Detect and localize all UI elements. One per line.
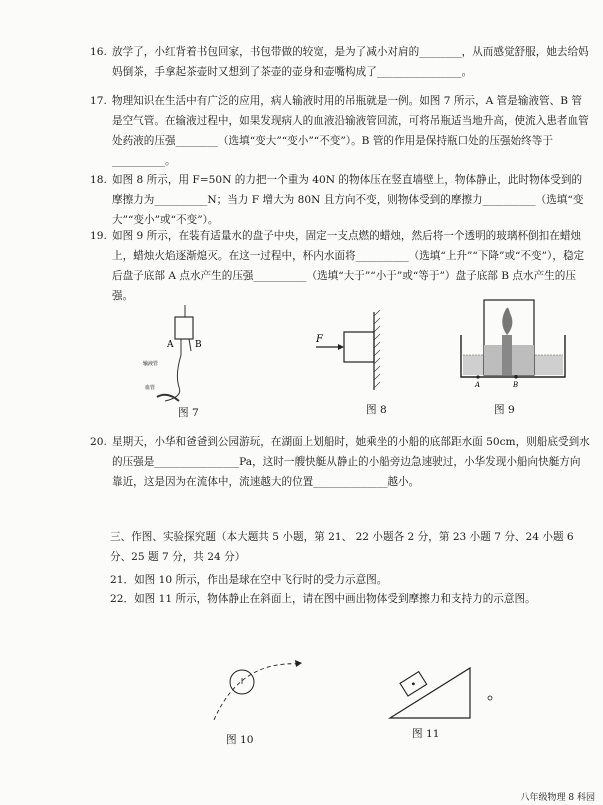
- question-number: 19.: [90, 230, 107, 242]
- question-17: [90, 91, 590, 171]
- section-3-heading: 三、作图、实验探究题（本大题共 5 小题，第 21、 22 小题各 2 分，第 23 小题 7 分、24 小题 6 分、25 题 7 分，共 24 分）: [110, 531, 574, 563]
- label-B: B: [195, 340, 202, 350]
- figure-8-block-wall: [312, 312, 392, 392]
- question-number: 18.: [90, 174, 107, 186]
- figure-9-candle-plate: [458, 295, 568, 395]
- figure-11-caption: 图 11: [412, 728, 440, 740]
- question-text: 物理知识在生活中有广泛的应用，病人输液时用的吊瓶就是一例。如图 7 所示，A 管是输液管、B 管是空气管。在输液过程中，如果发现病人的血液沿输液管回流，可将吊瓶适当地升高，使流入患者血管处药液的压强________（选填“变大”“变小”“不变”）。B 管的作用是保持瓶口处的压强始终等于__________。: [112, 95, 589, 167]
- figure-9-caption: 图 9: [494, 404, 515, 416]
- label-A: A: [167, 340, 174, 350]
- question-16: [90, 42, 590, 82]
- question-number: 17.: [90, 95, 107, 107]
- question-text: 放学了，小红背着书包回家，书包带做的较宽，是为了减小对肩的________，从而感觉舒服，她去给妈妈倒茶，手拿起茶壶时又想到了茶壶的壶身和壶嘴构成了________________。: [112, 46, 589, 78]
- force-label-F: F: [316, 334, 323, 345]
- figure-11-incline-block: [380, 650, 510, 730]
- question-20: [90, 432, 590, 492]
- question-text: 星期天，小华和爸爸到公园游玩，在湖面上划船时，她乘坐的小船的底部距水面 50cm，则船底受到水的压强是________________Pa，这时一艘快艇从静止的小船旁边急速驶过，小华发现小船向快艇方向靠近，这是因为在流体中，流速越大的位置______________越小。: [112, 436, 590, 488]
- figure-8-caption: 图 8: [366, 404, 387, 416]
- figure-7-iv-drip: [145, 305, 215, 405]
- page-footer: 八年级物理 8 科园: [520, 793, 595, 803]
- figure-10-caption: 图 10: [226, 734, 254, 746]
- question-number: 20.: [90, 436, 107, 448]
- question-22: 22．如图 11 所示，物体静止在斜面上，请在图中画出物体受到摩擦力和支持力的示意图。: [110, 593, 536, 605]
- question-text: 如图 8 所示，用 F=50N 的力把一个重为 40N 的物体压在竖直墙壁上，物体静止，此时物体受到的摩擦力为__________N；当力 F 增大为 80N 且方向不变，则物体受到的摩擦力__________（选填“变大”“变小”或“不变”）。: [112, 174, 584, 226]
- label-vessel: 血管: [145, 385, 156, 391]
- question-number: 16.: [90, 46, 107, 58]
- question-19: [90, 226, 590, 306]
- point-A: A: [475, 381, 481, 389]
- question-18: [90, 170, 590, 230]
- question-text: 如图 9 所示，在装有适量水的盘子中央，固定一支点燃的蜡烛，然后将一个透明的玻璃杯倒扣在蜡烛上，蜡烛火焰逐渐熄灭。在这一过程中，杯内水面将__________（选填“上升”“下降”或“不变”），稳定后盘子底部 A 点水产生的压强__________（选填“大于”“小于”或“等于”）盘子底部 B 点水产生的压强。: [112, 230, 585, 302]
- question-21: 21．如图 10 所示，作出是球在空中飞行时的受力示意图。: [110, 574, 388, 586]
- figure-10-ball-trajectory: [200, 650, 310, 730]
- label-tube: 输液管: [143, 361, 159, 367]
- figure-7-caption: 图 7: [178, 407, 199, 419]
- point-B: B: [513, 381, 519, 389]
